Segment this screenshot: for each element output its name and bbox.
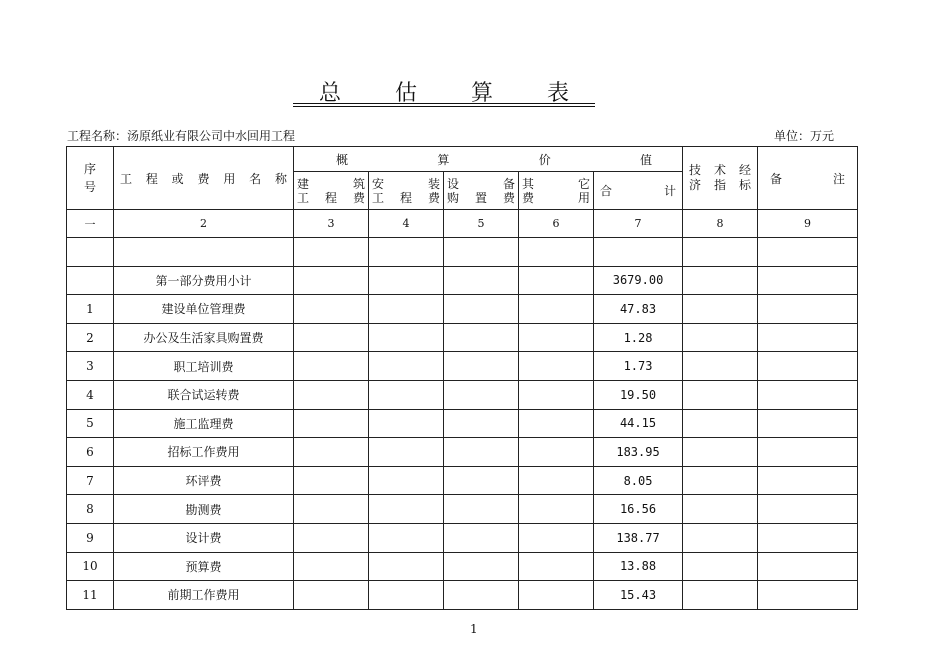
cell: [683, 323, 758, 352]
header-total: [594, 172, 683, 210]
cell: [369, 466, 444, 495]
estimate-table: [66, 146, 858, 610]
table-row: [67, 238, 858, 267]
cell: [294, 352, 369, 381]
header-tech-char: 指: [714, 178, 727, 192]
row-total: 1.28: [594, 323, 683, 352]
row-name: 环评费: [114, 466, 294, 495]
header-estimate-char: 概: [336, 152, 349, 167]
row-total: 138.77: [594, 523, 683, 552]
header-seq: [67, 147, 114, 210]
header-char: 用: [577, 190, 590, 205]
cell: [294, 380, 369, 409]
header-other-l2: [519, 191, 593, 205]
row-no: 2: [67, 323, 114, 352]
header-estimate-spread: [294, 151, 682, 168]
cell: [444, 438, 519, 467]
header-char: 费: [502, 190, 515, 205]
row-no: 3: [67, 352, 114, 381]
header-total-spread: [594, 182, 682, 199]
cell: [519, 581, 594, 610]
header-char: 工: [297, 190, 310, 205]
cell: [758, 238, 858, 267]
header-name-char: 名: [249, 171, 262, 186]
cell: [294, 323, 369, 352]
row-total: 47.83: [594, 295, 683, 324]
header-char: 计: [664, 184, 677, 198]
header-tech-line1: [683, 163, 757, 178]
title-char: 总: [319, 81, 342, 106]
cell: [444, 238, 519, 267]
table-row: [67, 266, 858, 295]
cell: [683, 238, 758, 267]
page-number: 1: [470, 622, 478, 636]
table-row: [67, 466, 858, 495]
row-name: [114, 238, 294, 267]
row-name: 预算费: [114, 552, 294, 581]
cell: [519, 380, 594, 409]
cell: [683, 552, 758, 581]
row-name: 前期工作费用: [114, 581, 294, 610]
row-total: 1.73: [594, 352, 683, 381]
cell: [369, 495, 444, 524]
row-no: 1: [67, 295, 114, 324]
header-name-char: 用: [223, 171, 236, 186]
header-estimate-char: 值: [640, 152, 653, 167]
column-number-row: [67, 210, 858, 238]
table-row: [67, 409, 858, 438]
header-construction: [294, 172, 369, 210]
cell: [444, 495, 519, 524]
column-number: 5: [444, 210, 519, 238]
header-tech-line2: [683, 178, 757, 193]
title-char: 估: [394, 81, 417, 106]
cell: [758, 295, 858, 324]
header-estimate-char: 价: [538, 152, 551, 167]
table-row: [67, 295, 858, 324]
header-tech-char: 标: [739, 178, 752, 192]
cell: [683, 581, 758, 610]
cell: [683, 409, 758, 438]
column-number: 4: [369, 210, 444, 238]
cell: [758, 266, 858, 295]
cell: [369, 380, 444, 409]
cell: [758, 523, 858, 552]
header-seq-char: 序: [83, 162, 96, 176]
header-char: 装: [427, 176, 440, 191]
column-number: 6: [519, 210, 594, 238]
cell: [444, 295, 519, 324]
row-total: 16.56: [594, 495, 683, 524]
header-install: [369, 172, 444, 210]
row-total: 8.05: [594, 466, 683, 495]
cell: [369, 581, 444, 610]
cell: [683, 523, 758, 552]
cell: [683, 380, 758, 409]
header-estimate-char: 算: [437, 152, 450, 167]
row-name: 职工培训费: [114, 352, 294, 381]
cell: [294, 523, 369, 552]
header-name-char: 称: [274, 171, 287, 186]
row-name: 办公及生活家具购置费: [114, 323, 294, 352]
cell: [294, 266, 369, 295]
title-char: 表: [546, 81, 569, 106]
header-estimate: [294, 147, 683, 172]
row-total: 19.50: [594, 380, 683, 409]
cell: [444, 466, 519, 495]
row-total: 3679.00: [594, 266, 683, 295]
table-row: [67, 581, 858, 610]
column-number: 9: [758, 210, 858, 238]
title-underline: [293, 103, 595, 104]
header-char: 费: [522, 190, 535, 205]
row-total: 44.15: [594, 409, 683, 438]
cell: [444, 352, 519, 381]
cell: [758, 495, 858, 524]
row-name: 设计费: [114, 523, 294, 552]
row-name: 建设单位管理费: [114, 295, 294, 324]
row-total: [594, 238, 683, 267]
row-no: 5: [67, 409, 114, 438]
header-construction-l1: [294, 177, 368, 191]
header-other-l1: [519, 177, 593, 191]
table-row: [67, 552, 858, 581]
cell: [444, 523, 519, 552]
table-row: [67, 495, 858, 524]
row-name: 施工监理费: [114, 409, 294, 438]
column-number: 3: [294, 210, 369, 238]
header-tech-char: 技: [689, 163, 702, 177]
cell: [519, 295, 594, 324]
cell: [758, 352, 858, 381]
header-equipment: [444, 172, 519, 210]
cell: [294, 438, 369, 467]
header-char: 安: [372, 176, 385, 191]
cell: [294, 552, 369, 581]
header-name-char: 程: [145, 171, 158, 186]
header-tech-char: 术: [714, 163, 727, 177]
cell: [758, 380, 858, 409]
cell: [683, 466, 758, 495]
cell: [683, 438, 758, 467]
cell: [369, 523, 444, 552]
header-seq-char: 号: [83, 180, 96, 194]
row-total: 13.88: [594, 552, 683, 581]
header-char: 设: [447, 176, 460, 191]
header-name-spread: [114, 170, 293, 187]
table-row: [67, 438, 858, 467]
cell: [758, 323, 858, 352]
cell: [519, 352, 594, 381]
project-name: 工程名称：汤原纸业有限公司中水回用工程: [67, 129, 296, 143]
row-no: 6: [67, 438, 114, 467]
header-char: 程: [399, 190, 412, 205]
header-row-1: [67, 147, 858, 172]
row-no: 7: [67, 466, 114, 495]
header-remark-char: 备: [770, 171, 783, 186]
cell: [294, 581, 369, 610]
header-equipment-l1: [444, 177, 518, 191]
cell: [758, 552, 858, 581]
row-name: 招标工作费用: [114, 438, 294, 467]
header-remark-spread: [758, 170, 857, 187]
cell: [519, 238, 594, 267]
cell: [369, 352, 444, 381]
table-row: [67, 380, 858, 409]
cell: [369, 409, 444, 438]
header-char: 建: [297, 176, 310, 191]
cell: [519, 552, 594, 581]
header-other: [519, 172, 594, 210]
title-char: 算: [470, 81, 493, 106]
header-name-char: 工: [120, 171, 133, 186]
cell: [369, 266, 444, 295]
cell: [369, 438, 444, 467]
header-char: 其: [522, 176, 535, 191]
header-tech-char: 经: [739, 163, 752, 177]
cell: [294, 466, 369, 495]
cell: [294, 295, 369, 324]
cell: [294, 238, 369, 267]
cell: [519, 323, 594, 352]
row-name: 联合试运转费: [114, 380, 294, 409]
header-construction-l2: [294, 191, 368, 205]
cell: [294, 495, 369, 524]
header-char: 置: [474, 190, 487, 205]
header-char: 筑: [352, 176, 365, 191]
header-char: 程: [324, 190, 337, 205]
header-name-char: 费: [197, 171, 210, 186]
cell: [444, 552, 519, 581]
title-underline-double: [293, 106, 595, 107]
row-no: 10: [67, 552, 114, 581]
cell: [369, 323, 444, 352]
row-no: 9: [67, 523, 114, 552]
page-title: [293, 76, 595, 104]
cell: [519, 523, 594, 552]
cell: [758, 438, 858, 467]
cell: [683, 495, 758, 524]
header-char: 费: [352, 190, 365, 205]
cell: [444, 323, 519, 352]
header-char: 备: [502, 176, 515, 191]
row-no: [67, 266, 114, 295]
row-no: 4: [67, 380, 114, 409]
row-no: [67, 238, 114, 267]
row-no: 8: [67, 495, 114, 524]
cell: [683, 266, 758, 295]
cell: [758, 409, 858, 438]
cell: [519, 438, 594, 467]
cell: [294, 409, 369, 438]
cell: [758, 581, 858, 610]
cell: [683, 295, 758, 324]
header-char: 它: [577, 176, 590, 191]
header-install-l1: [369, 177, 443, 191]
cell: [444, 266, 519, 295]
cell: [369, 552, 444, 581]
header-remark: [758, 147, 858, 210]
header-name: [114, 147, 294, 210]
table-row: [67, 523, 858, 552]
row-total: 183.95: [594, 438, 683, 467]
row-name: 勘测费: [114, 495, 294, 524]
header-equipment-l2: [444, 191, 518, 205]
header-install-l2: [369, 191, 443, 205]
row-name: 第一部分费用小计: [114, 266, 294, 295]
header-char: 费: [427, 190, 440, 205]
row-no: 11: [67, 581, 114, 610]
cell: [519, 466, 594, 495]
cell: [369, 295, 444, 324]
unit-label: 单位：万元: [774, 129, 835, 143]
header-remark-char: 注: [833, 171, 846, 186]
header-char: 购: [447, 190, 460, 205]
cell: [683, 352, 758, 381]
cell: [444, 380, 519, 409]
header-char: 工: [372, 190, 385, 205]
cell: [444, 581, 519, 610]
header-tech: [683, 147, 758, 210]
table-row: [67, 323, 858, 352]
table-row: [67, 352, 858, 381]
column-number: 7: [594, 210, 683, 238]
column-number: 一: [67, 210, 114, 238]
row-total: 15.43: [594, 581, 683, 610]
header-char: 合: [600, 184, 613, 198]
cell: [519, 266, 594, 295]
column-number: 2: [114, 210, 294, 238]
cell: [519, 409, 594, 438]
cell: [519, 495, 594, 524]
column-number: 8: [683, 210, 758, 238]
header-name-char: 或: [171, 171, 184, 186]
header-tech-char: 济: [689, 178, 702, 192]
cell: [444, 409, 519, 438]
cell: [758, 466, 858, 495]
cell: [369, 238, 444, 267]
